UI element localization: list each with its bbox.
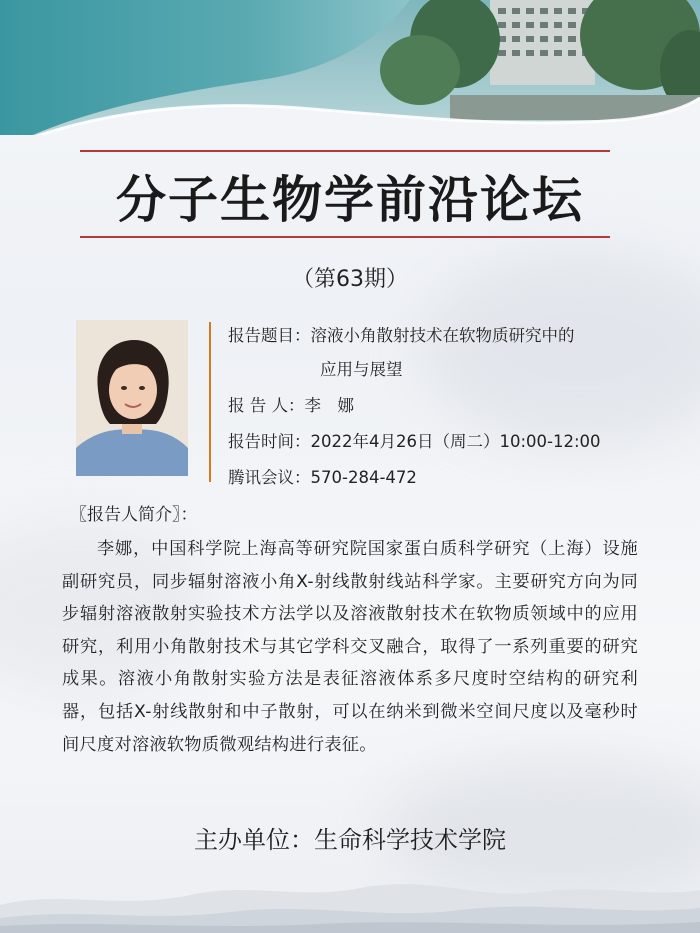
speaker-intro-heading: 〖报告人简介〗： xyxy=(70,505,198,525)
issue-number: （第63期） xyxy=(292,267,408,292)
topic-label: 报告题目： xyxy=(228,326,311,345)
topic-row xyxy=(228,322,575,346)
title-top-rule xyxy=(80,150,610,152)
host-organization: 主办单位：生命科学技术学院 xyxy=(194,826,506,854)
info-accent-bar xyxy=(209,322,211,482)
meeting-id: 570-284-472 xyxy=(310,468,417,487)
speaker-photo xyxy=(76,320,188,476)
page-title: 分子生物学前沿论坛 xyxy=(116,171,584,229)
ink-mountains-decoration xyxy=(0,850,700,933)
meeting-label: 腾讯会议： xyxy=(228,468,311,487)
time-label: 报告时间： xyxy=(228,432,311,451)
speaker-name: 李 娜 xyxy=(304,396,354,415)
speaker-label: 报 告 人： xyxy=(228,396,305,415)
campus-banner-image xyxy=(0,0,700,135)
speaker-row xyxy=(228,392,354,416)
topic-line-1: 溶液小角散射技术在软物质研究中的 xyxy=(310,326,575,345)
time-row xyxy=(228,428,601,452)
title-bottom-rule xyxy=(80,236,610,238)
topic-line-2: 应用与展望 xyxy=(320,360,403,379)
meeting-row xyxy=(228,464,417,488)
talk-time: 2022年4月26日（周二）10:00-12:00 xyxy=(310,432,601,451)
speaker-bio: 李娜，中国科学院上海高等研究院国家蛋白质科学研究（上海）设施副研究员，同步辐射溶液小角X-射线散射线站科学家。主要研究方向为同步辐射溶液散射实验技术方法学以及溶液散射技术在软物质领域中的应用研究，利用小角散射技术与其它学科交叉融合，取得了一系列重要的研究成果。溶液小角散射实验方法是表征溶液体系多尺度时空结构的研究利器，包括X-射线散射和中子散射，可以在纳米到微米空间尺度以及毫秒时间尺度对溶液软物质微观结构进行表征。 xyxy=(62,539,638,755)
